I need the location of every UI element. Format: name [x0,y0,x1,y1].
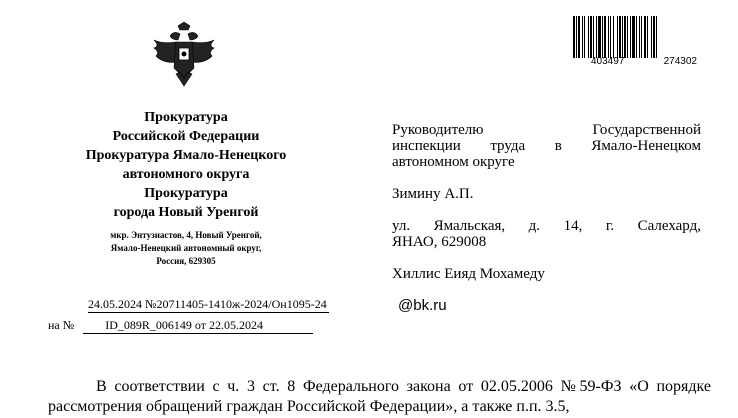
barcode-bar [584,16,585,58]
reply-reference [48,318,313,334]
sender-address-line: мкр. Энтузиастов, 4, Новый Уренгой, [110,230,262,240]
barcode-numbers [573,56,701,67]
sender-block [30,108,342,222]
barcode-bar [582,16,583,58]
reply-prefix: на № [48,318,75,332]
barcode-bar [598,16,601,58]
barcode-bar [653,16,655,58]
barcode-bar [636,16,637,58]
letter-body: В соответствии с ч. 3 ст. 8 Федерального закона от 02.05.2006 №59-ФЗ «О порядке рассмотрения обращений граждан Российской Федерации», а также п.п. 3.5, [48,378,711,415]
barcode-bar [624,16,626,58]
barcode-bar [578,16,580,58]
sender-line: Прокуратура [144,186,228,201]
barcode-bar [604,16,606,58]
outgoing-date-number [88,297,329,313]
barcode-bar [619,16,621,58]
sender-line: автономного округа [122,167,250,182]
barcode-bar [632,16,635,58]
barcode-bar [651,16,652,58]
reply-ref-field [83,318,313,334]
barcode-number-right: 274302 [663,56,697,67]
recipient-name: Зимину А.П. [392,186,474,202]
sender-address [30,229,342,268]
recipient-title-line: автономном округе [392,154,515,170]
russian-coat-of-arms-icon [150,22,218,88]
sender-line: Прокуратура Ямало-Ненецкого [85,148,287,163]
sender-line: города Новый Уренгой [113,205,259,220]
barcode-bar [590,16,592,58]
recipient-title-line: инспекции труда в Ямало-Ненецком [392,138,701,154]
barcode-bar [644,16,646,58]
barcode-bar [627,16,628,58]
barcode-bar [610,16,611,58]
sender-line: Российской Федерации [112,129,260,144]
sender-address-line: Ямало-Ненецкий автономный округ, [110,243,262,253]
barcode-bar [656,16,657,58]
outgoing-date-number-text: 24.05.2024 №20711405-1410ж-2024/Он1095-24 [88,297,327,311]
barcode-bar [576,16,577,58]
reply-ref-text: ID_089R_006149 от 22.05.2024 [105,318,263,332]
barcode-bar [608,16,609,58]
barcode-bar [588,16,589,58]
barcode-bar [630,16,631,58]
barcode-bar [593,16,594,58]
recipient-address-line: ЯНАО, 629008 [392,234,487,250]
sender-address-line: Россия, 629305 [156,256,216,266]
barcode-bar [617,16,618,58]
barcode [573,16,701,58]
barcode-bar [622,16,623,58]
barcode-bar [613,16,614,58]
recipient-title-line: Руководителю Государственной [392,122,701,138]
barcode-bar [639,16,640,58]
email-address: @bk.ru [398,297,447,314]
barcode-bar [602,16,603,58]
barcode-number-left: 403497 [591,56,625,67]
barcode-bar [641,16,642,58]
barcode-bar [573,16,575,58]
barcode-bar [596,16,597,58]
sender-line: Прокуратура [144,110,228,125]
recipient-address-line: ул. Ямальская, д. 14, г. Салехард, [392,218,701,234]
recipient-address [392,218,701,250]
second-addressee: Хиллис Еияд Мохамеду [392,266,545,282]
barcode-bar [647,16,648,58]
recipient-title [392,122,701,170]
